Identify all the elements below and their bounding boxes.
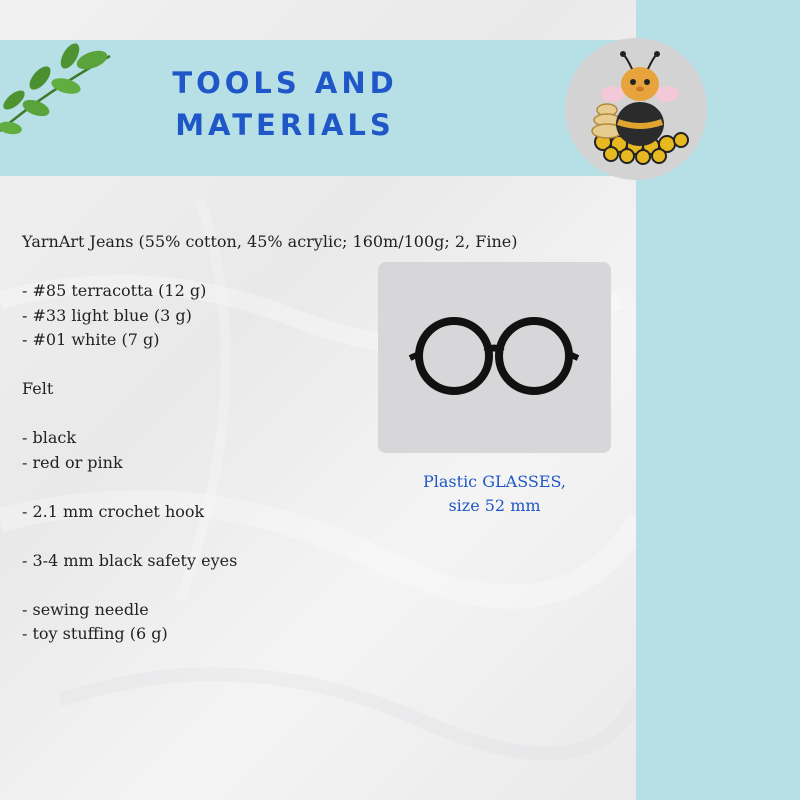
title-line-2: MATERIALS: [175, 108, 395, 142]
materials-line: - sewing needle: [22, 599, 149, 619]
materials-line: - #33 light blue (3 g): [22, 305, 192, 325]
glasses-photo: [378, 262, 611, 453]
bee-icon: [565, 38, 707, 180]
leaves-icon: [0, 36, 118, 146]
materials-line: - 3-4 mm black safety eyes: [22, 550, 238, 570]
page-title: [150, 62, 420, 146]
materials-line: [22, 573, 582, 598]
materials-line: [22, 524, 582, 549]
glasses-caption: [378, 470, 611, 518]
caption-line-2: size 52 mm: [448, 496, 541, 515]
materials-line: - #01 white (7 g): [22, 330, 160, 349]
materials-line: YarnArt Jeans (55% cotton, 45% acrylic; 160m/100g; 2, Fine): [22, 232, 518, 251]
materials-line: - black: [22, 428, 77, 447]
materials-line: - toy stuffing (6 g): [22, 624, 168, 643]
materials-line: - red or pink: [22, 452, 123, 472]
caption-line-1: Plastic GLASSES,: [423, 472, 566, 491]
glasses-icon: [378, 262, 611, 453]
materials-line: - #85 terracotta (12 g): [22, 281, 207, 300]
materials-line: Felt: [22, 379, 54, 398]
title-line-1: TOOLS AND: [172, 66, 398, 100]
bee-badge: [565, 38, 707, 180]
materials-line: - 2.1 mm crochet hook: [22, 501, 205, 521]
